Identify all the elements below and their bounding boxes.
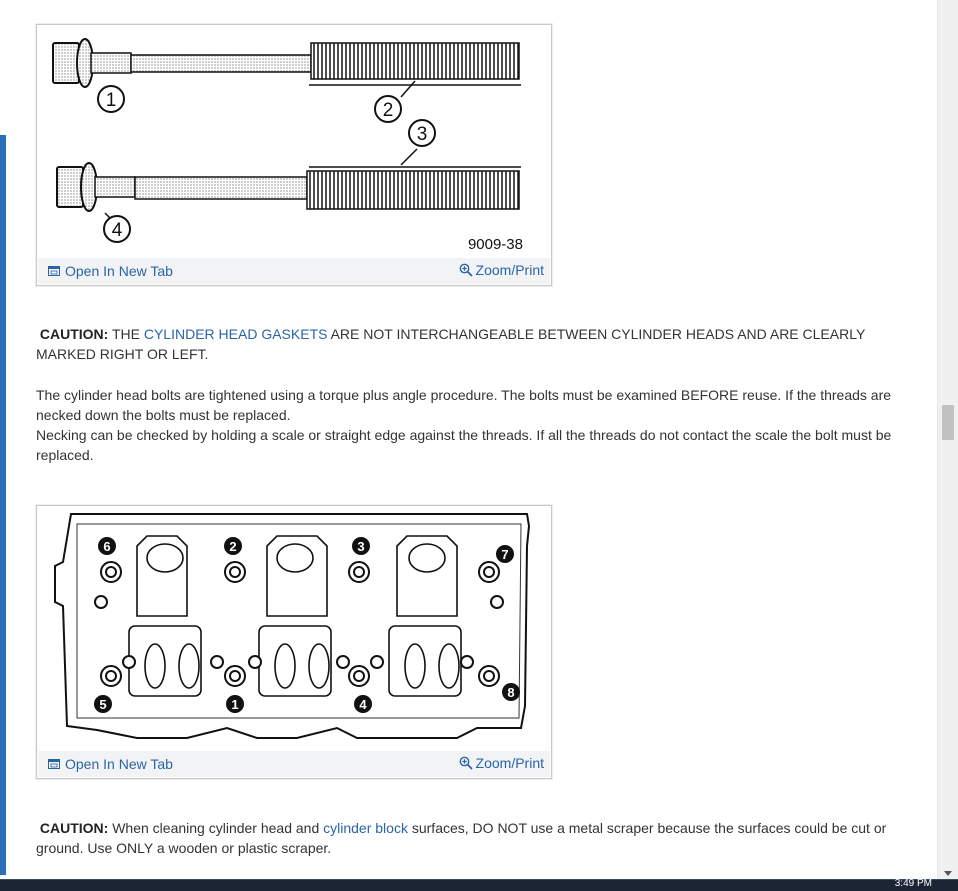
- taskbar: [0, 879, 958, 891]
- figure-2-toolbar: [38, 751, 550, 777]
- open-in-new-tab-label: Open In New Tab: [65, 263, 173, 279]
- window-left-edge: [0, 0, 8, 891]
- article-content: [28, 0, 928, 880]
- bolt-1: [53, 39, 521, 87]
- caution-scraper: CAUTION: When cleaning cylinder head and cylinder block surfaces, DO NOT use a metal scraper because the surfaces could be cut or ground. Use ONLY a wooden or plastic scraper.: [36, 820, 887, 856]
- figure-code: 9009-38: [467, 236, 523, 253]
- zoom-print-label: Zoom/Print: [475, 755, 544, 771]
- svg-text:2: 2: [382, 100, 394, 121]
- bolt-diagram: [37, 25, 551, 257]
- zoom-print-link[interactable]: [459, 262, 544, 278]
- svg-text:5: 5: [99, 697, 107, 712]
- svg-text:1: 1: [105, 90, 117, 111]
- caution-label: CAUTION:: [39, 820, 109, 836]
- cylinder-block-link[interactable]: cylinder block: [323, 820, 408, 836]
- head-bolts-illustration[interactable]: [37, 25, 551, 262]
- svg-text:4: 4: [111, 220, 123, 241]
- open-in-new-tab-link[interactable]: [48, 756, 173, 772]
- cylinder-head-gaskets-link[interactable]: CYLINDER HEAD GASKETS: [143, 326, 328, 342]
- paragraph-torque: The cylinder head bolts are tightened using a torque plus angle procedure. The bolts must be examined BEFORE reuse. If the threads are necked down the bolts must be replaced.: [36, 387, 892, 423]
- open-tab-icon: [48, 758, 60, 770]
- svg-text:1: 1: [231, 697, 239, 712]
- svg-text:6: 6: [103, 539, 111, 554]
- bolt-2: [57, 163, 521, 211]
- cylinder-head-illustration[interactable]: [37, 506, 551, 755]
- background-window-strip: [0, 135, 6, 875]
- zoom-icon: [459, 263, 473, 277]
- zoom-print-link[interactable]: [459, 755, 544, 771]
- figure-1-toolbar: [38, 258, 550, 284]
- zoom-icon: [459, 756, 473, 770]
- svg-text:2: 2: [229, 539, 237, 554]
- caution-gaskets: CAUTION: THE CYLINDER HEAD GASKETS ARE NOT INTERCHANGEABLE BETWEEN CYLINDER HEADS AND ARE CLEARLY MARKED RIGHT OR LEFT.: [36, 326, 866, 362]
- vertical-scrollbar[interactable]: [937, 0, 958, 880]
- figure-head-bolts: [36, 24, 552, 286]
- scroll-down-arrow-icon[interactable]: [944, 871, 952, 876]
- paragraph-necking: Necking can be checked by holding a scale or straight edge against the threads. If all the threads do not contact the scale the bolt must be replaced.: [36, 427, 892, 463]
- taskbar-clock: 3:49 PM: [894, 878, 932, 889]
- svg-text:4: 4: [359, 697, 367, 712]
- cylinder-head-diagram: [37, 506, 551, 750]
- svg-text:3: 3: [357, 539, 365, 554]
- scrollbar-thumb[interactable]: [942, 405, 954, 440]
- caution-label: CAUTION:: [39, 326, 109, 342]
- figure-bolt-sequence: [36, 505, 552, 779]
- svg-text:7: 7: [501, 547, 509, 562]
- open-in-new-tab-link[interactable]: [48, 263, 173, 279]
- svg-text:3: 3: [416, 124, 428, 145]
- svg-text:8: 8: [507, 685, 515, 700]
- zoom-print-label: Zoom/Print: [475, 262, 544, 278]
- open-in-new-tab-label: Open In New Tab: [65, 756, 173, 772]
- open-tab-icon: [48, 265, 60, 277]
